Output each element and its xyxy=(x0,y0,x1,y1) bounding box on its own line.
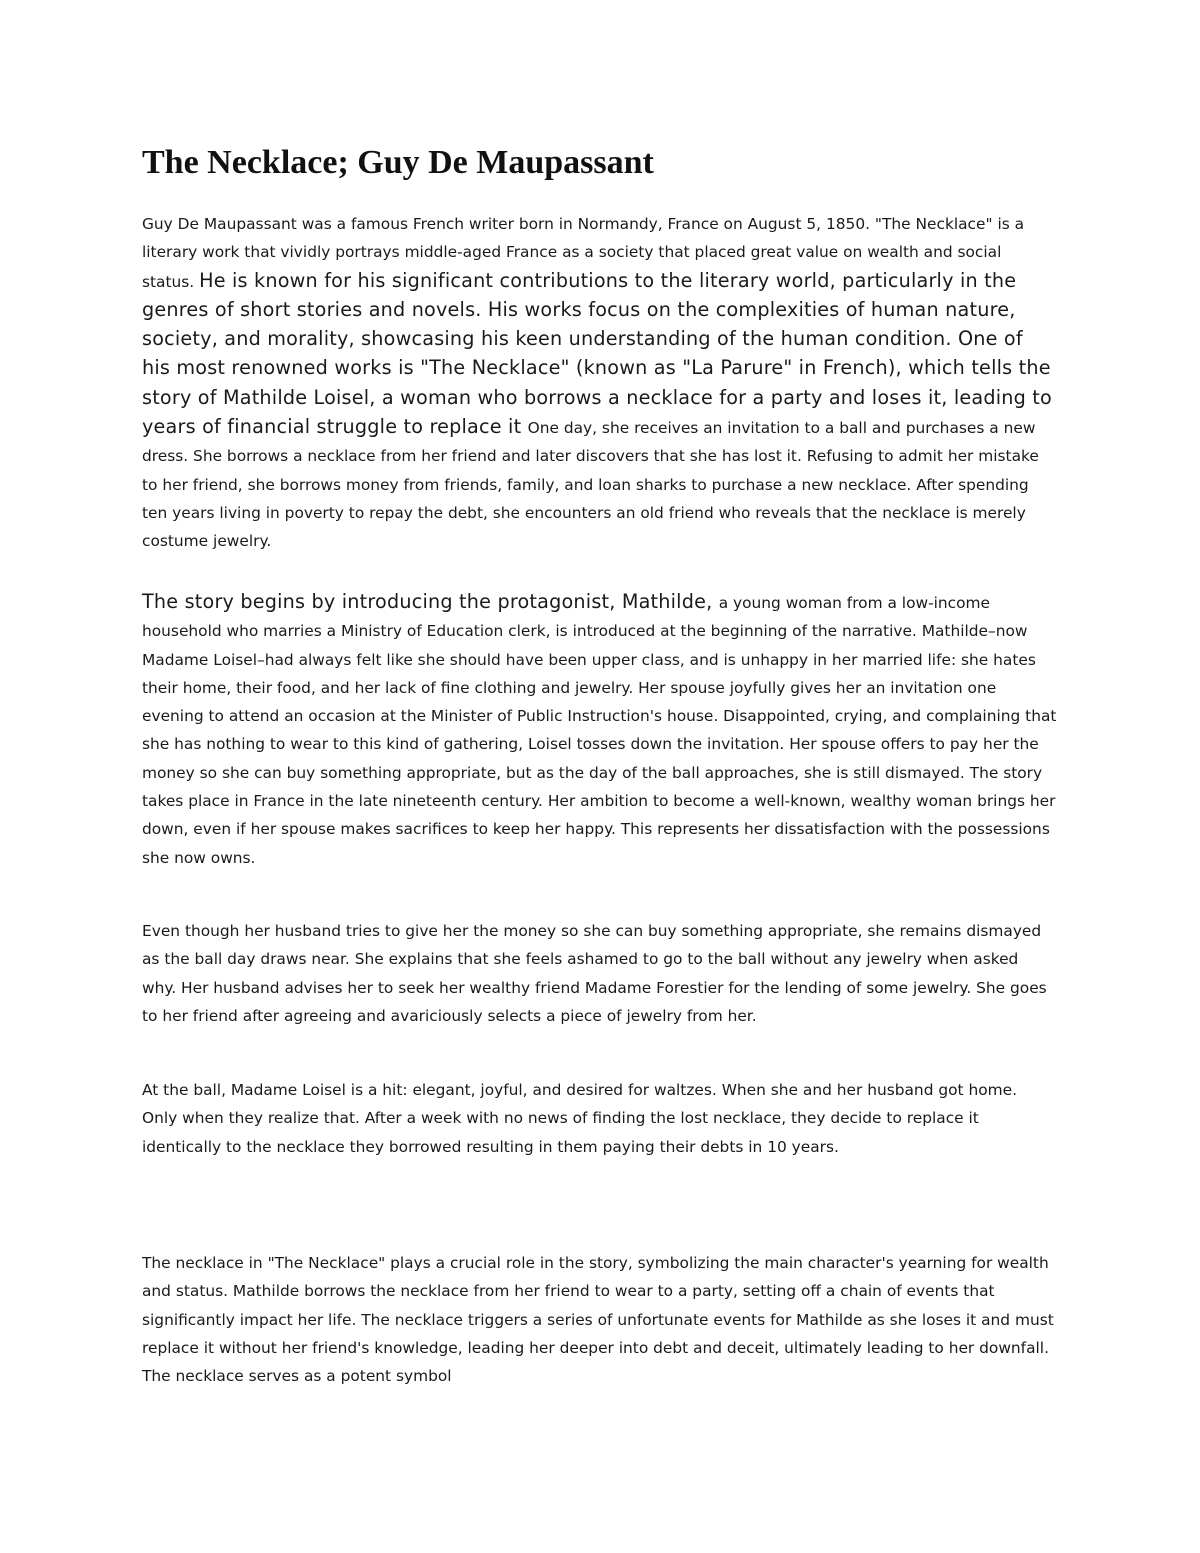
paragraph-rest-text: One day, she receives an invitation to a ball and purchases a new dress. She borrows a necklace from her friend and later discovers that she has lost it. Refusing to admit her mistake to her friend, she borrows money from friends, family, and loan sharks to purchase a new necklace. After spending ten years living in poverty to repay the debt, she encounters an old friend who reveals that the necklace is merely costume jewelry. xyxy=(142,419,1039,551)
paragraph-necklace-symbol: The necklace in "The Necklace" plays a crucial role in the story, symbolizing the main character's yearning for wealth and status. Mathilde borrows the necklace from her friend to wear to a party, setting off a chain of events that significantly impact her life. The necklace triggers a series of unfortunate events for Mathilde as she loses it and must replace it without her friend's knowledge, leading her deeper into debt and deceit, ultimately leading to her downfall. The necklace serves as a potent symbol xyxy=(142,1254,1054,1386)
paragraph-introduction xyxy=(142,210,1057,556)
document-title: The Necklace; Guy De Maupassant xyxy=(142,144,654,181)
paragraph-story-beginning xyxy=(142,588,1057,872)
paragraph-intro-text: Guy De Maupassant was a famous French writer born in Normandy, France on August 5, 1850. "The Necklace" is a literary work that vividly portrays middle-aged France as a society that placed great value on wealth and social status. xyxy=(142,215,1025,291)
paragraph-large-text: The story begins by introducing the protagonist, Mathilde, xyxy=(142,590,719,613)
paragraph-ball: At the ball, Madame Loisel is a hit: elegant, joyful, and desired for waltzes. When she and her husband got home. Only when they realize that. After a week with no news of finding the lost necklace, they decide to replace it identically to the necklace they borrowed resulting in them paying their debts in 10 years. xyxy=(142,1081,1017,1156)
paragraph-husband-money: Even though her husband tries to give her the money so she can buy something appropriate, she remains dismayed as the ball day draws near. She explains that she feels ashamed to go to the ball without any jewelry when asked why. Her husband advises her to seek her wealthy friend Madame Forestier for the lending of some jewelry. She goes to her friend after agreeing and avariciously selects a piece of jewelry from her. xyxy=(142,922,1047,1025)
paragraph-rest-text: a young woman from a low-income household who marries a Ministry of Education clerk, is introduced at the beginning of the narrative. Mathilde–now Madame Loisel–had always felt like she should have been upper class, and is unhappy in her married life: she hates their home, their food, and her lack of fine clothing and jewelry. Her spouse joyfully gives her an invitation one evening to attend an occasion at the Minister of Public Instruction's house. Disappointed, crying, and complaining that she has nothing to wear to this kind of gathering, Loisel tosses down the invitation. Her spouse offers to pay her the money so she can buy something appropriate, but as the day of the ball approaches, she is still dismayed. The story takes place in France in the late nineteenth century. Her ambition to become a well-known, wealthy woman brings her down, even if her spouse makes sacrifices to keep her happy. This represents her dissatisfaction with the possessions she now owns. xyxy=(142,594,1057,867)
paragraph-large-text: He is known for his significant contributions to the literary world, particularly in the genres of short stories and novels. His works focus on the complexities of human nature, society, and morality, showcasing his keen understanding of the human condition. One of his most renowned works is "The Necklace" (known as "La Parure" in French), which tells the story of Mathilde Loisel, a woman who borrows a necklace for a party and loses it, leading to years of financial struggle to replace it xyxy=(142,268,1052,439)
